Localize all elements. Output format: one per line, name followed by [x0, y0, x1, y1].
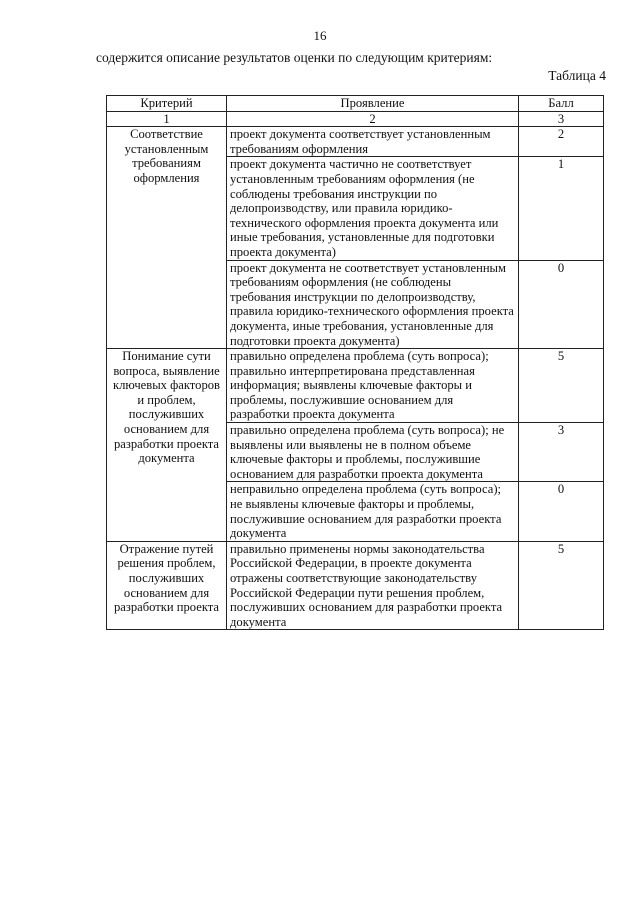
table-row: [107, 349, 604, 423]
manifestation-cell: правильно применены нормы законодательства Российской Федерации, в проекте документа отражены соответствующие законодательству Российской Федерации пути решения проблем, послуживших основанием для разработки проекта документа: [227, 541, 519, 630]
score-cell: 0: [519, 482, 604, 541]
table-row: [107, 127, 604, 157]
manifestation-cell: проект документа соответствует установленным требованиям оформления: [227, 127, 519, 157]
manifestation-cell: проект документа частично не соответствует установленным требованиям оформления (не соблюдены требования инструкции по делопроизводству, или правила юридико-технического оформления проекта документа или иные требования, установленные для подготовки проекта документа): [227, 157, 519, 260]
page-number: 16: [313, 28, 327, 43]
criterion-cell: Понимание сути вопроса, выявление ключевых факторов и проблем, послуживших основанием для разработки проекта документа: [107, 349, 227, 542]
column-number: 3: [519, 111, 604, 127]
criteria-table: [106, 95, 604, 630]
score-cell: 1: [519, 157, 604, 260]
score-cell: 2: [519, 127, 604, 157]
column-number: 1: [107, 111, 227, 127]
manifestation-cell: неправильно определена проблема (суть вопроса); не выявлены ключевые факторы и проблемы, послужившие основанием для разработки проекта документа: [227, 482, 519, 541]
manifestation-cell: правильно определена проблема (суть вопроса); правильно интерпретирована представленная информация; выявлены ключевые факторы и проблемы, послужившие основанием для разработки проекта документа: [227, 349, 519, 423]
criterion-cell: Отражение путей решения проблем, послуживших основанием для разработки проекта: [107, 541, 227, 630]
manifestation-cell: правильно определена проблема (суть вопроса); не выявлены или выявлены не в полном объеме ключевые факторы и проблемы, послужившие основанием для разработки проекта документа: [227, 423, 519, 482]
criterion-cell: Соответствие установленным требованиям оформления: [107, 127, 227, 349]
header-criterion: Критерий: [107, 96, 227, 112]
score-cell: 0: [519, 260, 604, 349]
manifestation-cell: проект документа не соответствует установленным требованиям оформления (не соблюдены требования инструкции по делопроизводству, правила юридико-технического оформления проекта документа, иные требования, установленные для подготовки проекта документа): [227, 260, 519, 349]
score-cell: 5: [519, 349, 604, 423]
score-cell: 3: [519, 423, 604, 482]
intro-text: содержится описание результатов оценки по следующим критериям:: [96, 50, 493, 65]
column-number-row: [107, 111, 604, 127]
score-cell: 5: [519, 541, 604, 630]
table-row: [107, 541, 604, 630]
column-number: 2: [227, 111, 519, 127]
table-label: Таблица 4: [548, 68, 606, 83]
header-manifestation: Проявление: [227, 96, 519, 112]
header-score: Балл: [519, 96, 604, 112]
header-row: [107, 96, 604, 112]
